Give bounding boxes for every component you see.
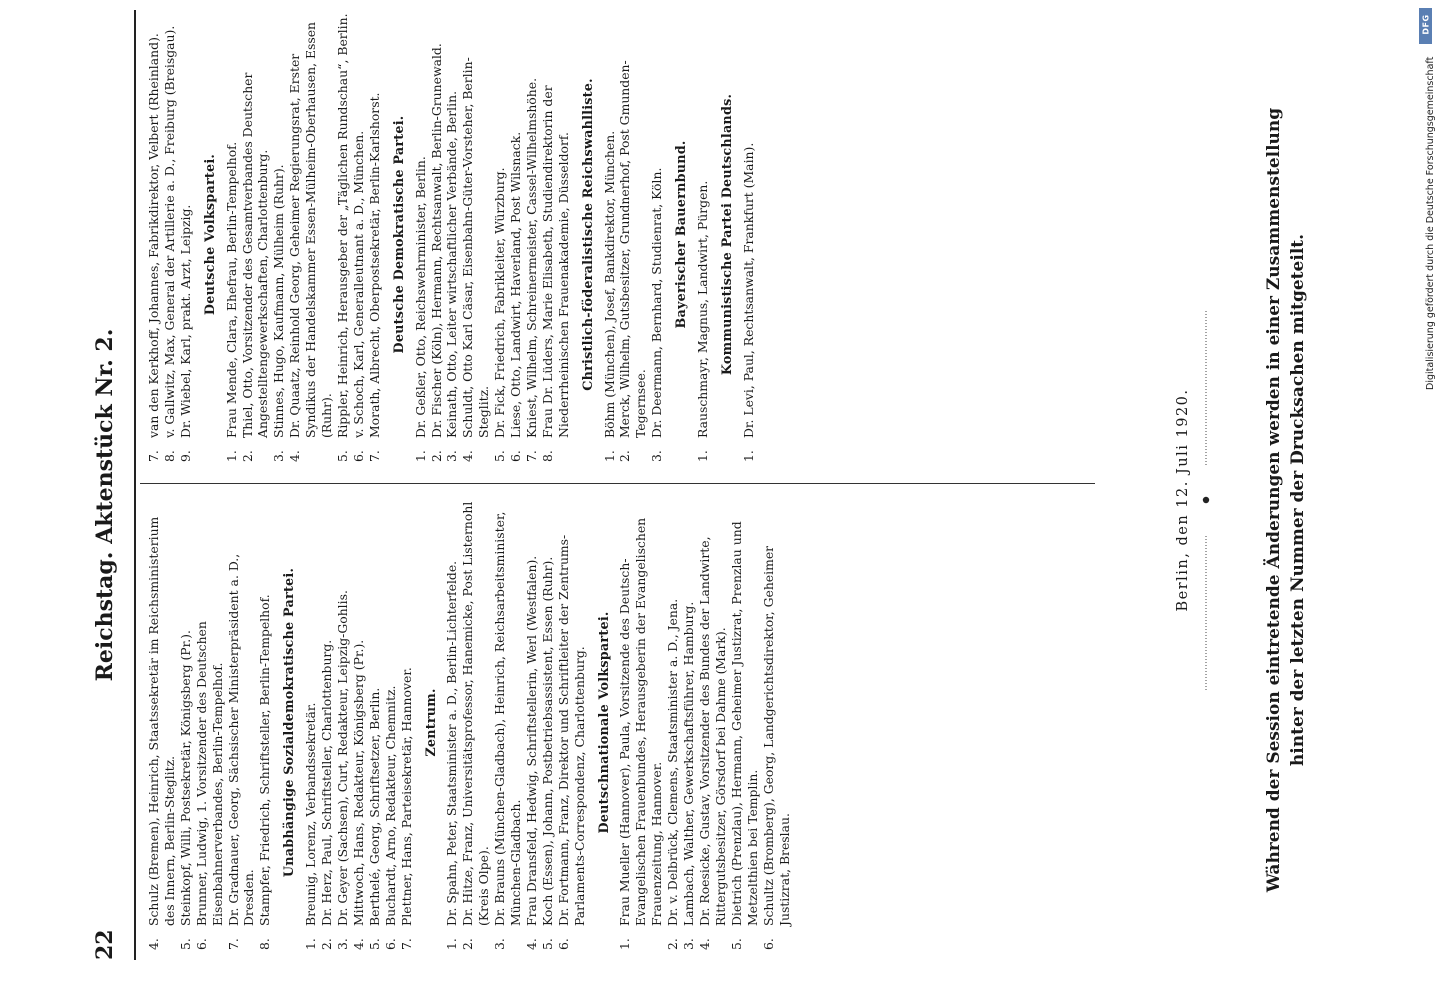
- entry-number: 7.: [225, 938, 241, 950]
- entry-text: Dr. Spahn, Peter, Staatsminister a. D., Berlin-Lichterfelde.: [444, 560, 460, 926]
- entry-text: Frau Dransfeld, Hedwig, Schriftstellerin, Werl (Westfalen).: [523, 555, 539, 926]
- amendment-notice: [1262, 0, 1310, 1000]
- entry-text: Thiel, Otto, Vorsitzender des Gesamtverbandes Deutscher Angestelltengewerkschaften, Charlottenburg.: [239, 72, 271, 438]
- entry-number: 8.: [161, 450, 177, 462]
- entry-text: Lambach, Walther, Gewerkschaftsführer, Hamburg.: [681, 601, 697, 926]
- entry-number: 1.: [617, 938, 633, 950]
- entry-number: 8.: [539, 450, 555, 462]
- member-entry: [729, 495, 761, 950]
- entry-number: 7.: [366, 450, 382, 462]
- entry-text: Dr. Gradnauer, Georg, Sächsischer Ministerpräsident a. D., Dresden.: [225, 553, 257, 926]
- entry-number: 5.: [334, 450, 350, 462]
- right-column: [146, 7, 757, 462]
- member-entry: [492, 495, 524, 950]
- member-entry: [617, 7, 649, 462]
- member-entry: [287, 7, 335, 462]
- member-entry: [194, 495, 226, 950]
- party-heading: Deutschnationale Volkspartei.: [596, 611, 612, 834]
- member-entry: [178, 7, 194, 462]
- entry-text: Böhm (München), Josef, Bankdirektor, München.: [601, 130, 617, 438]
- entry-text: Dr. Geyer (Sachsen), Curt, Redakteur, Leipzig-Gohlis.: [334, 590, 350, 926]
- entry-text: Berthelé, Georg, Schriftsetzer, Berlin.: [366, 687, 382, 926]
- entry-text: Schuldt, Otto Karl Cäsar, Eisenbahn-Güter-Vorsteher, Berlin-Steglitz.: [460, 57, 492, 438]
- column-rule: [140, 483, 1095, 484]
- entry-text: Plettner, Hans, Parteisekretär, Hannover.: [398, 667, 414, 926]
- member-entry: [524, 495, 540, 950]
- entry-number: 8.: [257, 938, 273, 950]
- member-entry: [146, 495, 178, 950]
- entry-number: 2.: [460, 938, 476, 950]
- member-entry: [444, 495, 460, 950]
- member-entry: [226, 495, 258, 950]
- entry-text: van den Kerkhoff, Johannes, Fabrikdirektor, Velbert (Rheinland).: [146, 33, 161, 438]
- entry-number: 6.: [350, 450, 366, 462]
- member-entry: [351, 495, 367, 950]
- entry-text: Brunner, Ludwig, 1. Vorsitzender des Deutschen Eisenbahnerverbandes, Berlin-Tempelhof.: [193, 621, 225, 926]
- member-entry: [383, 495, 399, 950]
- member-entry: [224, 7, 240, 462]
- member-entry: [665, 495, 681, 950]
- entry-number: 2.: [239, 450, 255, 462]
- entry-text: Dietrich (Prenzlau), Hermann, Geheimer Justizrat, Prenzlau und Metzelthien bei Templin.: [728, 521, 760, 926]
- entry-text: Dr. Quaatz, Reinhold Georg, Geheimer Regierungsrat, Erster Syndikus der Handelskammer Essen-Mülheim-Oberhausen, Essen (Ruhr).: [287, 21, 335, 438]
- entry-text: Dr. Roesicke, Gustav, Vorsitzender des Bundes der Landwirte, Rittergutsbesitzer, Görsdorf bei Dahme (Mark).: [697, 536, 728, 926]
- member-entry: [257, 495, 273, 950]
- party-heading: Christlich-föderalistische Reichswahlliste.: [580, 78, 596, 391]
- entry-number: 6.: [382, 938, 398, 950]
- entry-number: 5.: [539, 938, 555, 950]
- entry-number: 5.: [492, 450, 508, 462]
- left-column: [146, 495, 792, 950]
- entry-text: Dr. Brauns (München-Gladbach), Heinrich, Reichsarbeitsminister, München-Gladbach.: [492, 511, 524, 926]
- entry-number: 9.: [177, 450, 193, 462]
- member-entry: [444, 7, 460, 462]
- member-entry: [741, 7, 757, 462]
- entry-text: Frau Mueller (Hannover), Paula, Vorsitzende des Deutsch-Evangelischen Frauenbundes, Herausgeberin der Evangelischen Frauenzeitung, Hannover.: [617, 517, 665, 926]
- digitization-note: Digitalisierung gefördert durch die Deutsche Forschungsgemeinschaft: [1425, 56, 1436, 390]
- entry-number: 6.: [508, 450, 524, 462]
- amendment-notice-line-1: Während der Session eintretende Änderungen werden in einer Zusammenstellung: [1264, 107, 1284, 893]
- entry-number: 7.: [523, 450, 539, 462]
- party-heading: Bayerischer Bauernbund.: [674, 140, 690, 329]
- entry-text: Schulz (Bremen), Heinrich, Staatssekretär im Reichsministerium des Innern, Berlin-Steglitz.: [146, 516, 177, 926]
- entry-text: Steinkopf, Willi, Postsekretär, Königsberg (Pr.).: [177, 630, 193, 926]
- party-heading: Unabhängige Sozialdemokratische Partei.: [282, 567, 298, 878]
- entry-number: 3.: [492, 938, 508, 950]
- entry-number: 7.: [398, 938, 414, 950]
- entry-text: Dr. v. Delbrück, Clemens, Staatsminister a. D., Jena.: [665, 598, 681, 926]
- entry-number: 2.: [428, 450, 444, 462]
- entry-text: Mittwoch, Hans, Redakteur, Königsberg (Pr.).: [350, 639, 366, 926]
- entry-text: Rippler, Heinrich, Herausgeber der „Täglichen Rundschau“, Berlin.: [334, 13, 350, 438]
- party-heading: Zentrum.: [423, 688, 439, 757]
- member-entry: [695, 7, 711, 462]
- member-entry: [367, 7, 383, 462]
- entry-number: 1.: [223, 450, 239, 462]
- amendment-notice-line-2: hinter der letzten Nummer der Drucksachen mitgeteilt.: [1288, 233, 1308, 767]
- entry-number: 3.: [334, 938, 350, 950]
- entry-text: Merck, Wilhelm, Gutsbesitzer, Grundnerhof, Post Gmunden-Tegernsee.: [617, 60, 649, 438]
- party-heading: Deutsche Demokratische Partei.: [391, 115, 407, 354]
- entry-number: 6.: [555, 938, 571, 950]
- entry-text: Dr. Levi, Paul, Rechtsanwalt, Frankfurt (Main).: [740, 142, 756, 438]
- member-entry: [351, 7, 367, 462]
- entry-number: 6.: [760, 938, 776, 950]
- member-entry: [335, 7, 351, 462]
- entry-number: 4.: [523, 938, 539, 950]
- entry-text: Dr. Wiebel, Karl, prakt. Arzt, Leipzig.: [177, 204, 193, 438]
- member-entry: [240, 7, 272, 462]
- dfg-badge-label: DFG: [1421, 14, 1431, 35]
- entry-number: 3.: [681, 938, 697, 950]
- entry-text: Frau Mende, Clara, Ehefrau, Berlin-Tempelhof.: [223, 141, 239, 438]
- party-heading: Deutsche Volkspartei.: [202, 153, 218, 316]
- entry-text: Koch (Essen), Johann, Postbetriebsassistent, Essen (Ruhr).: [539, 556, 555, 926]
- entry-number: 5.: [177, 938, 193, 950]
- entry-number: 4.: [350, 938, 366, 950]
- member-entry: [413, 7, 429, 462]
- member-entry: [602, 7, 618, 462]
- entry-text: Morath, Albrecht, Oberpostsekretär, Berlin-Karlshorst.: [366, 92, 382, 438]
- entry-number: 2.: [665, 938, 681, 950]
- entry-number: 4.: [146, 938, 161, 950]
- entry-text: Breunig, Lorenz, Verbandssekretär.: [303, 702, 319, 926]
- entry-text: Buchardt, Arno, Redakteur, Chemnitz.: [382, 685, 398, 926]
- entry-number: 4.: [697, 938, 712, 950]
- entry-number: 2.: [319, 938, 335, 950]
- member-entry: [429, 7, 445, 462]
- entry-text: Dr. Fischer (Köln), Hermann, Rechtsanwalt, Berlin-Grunewald.: [428, 43, 444, 438]
- page-header: [92, 50, 126, 960]
- entry-number: 4.: [460, 450, 476, 462]
- member-entry: [697, 495, 729, 950]
- member-entry: [761, 495, 793, 950]
- entry-text: Dr. Fortmann, Franz, Direktor und Schriftleiter der Zentrums-Parlaments-Correspondenz, Charlottenburg.: [555, 534, 587, 926]
- entry-text: Rauschmayr, Magnus, Landwirt, Pürgen.: [695, 180, 711, 438]
- member-entry: [178, 495, 194, 950]
- member-entry: [540, 7, 572, 462]
- entry-text: Stinnes, Hugo, Kaufmann, Mülheim (Ruhr).: [271, 164, 287, 438]
- entry-text: Liese, Otto, Landwirt, Haverland, Post Wilsnack.: [508, 131, 524, 438]
- member-entry: [303, 495, 319, 950]
- member-entry: [617, 495, 665, 950]
- member-entry: [460, 495, 492, 950]
- member-entry: [556, 495, 588, 950]
- page-number: 22: [92, 929, 118, 960]
- member-entry: [540, 495, 556, 950]
- member-entry: [146, 7, 162, 462]
- running-title: Reichstag. Aktenstück Nr. 2.: [92, 328, 118, 682]
- entry-number: 4.: [287, 450, 303, 462]
- member-entry: [319, 495, 335, 950]
- member-entry: [492, 7, 508, 462]
- entry-number: 7.: [146, 450, 161, 462]
- member-entry: [508, 7, 524, 462]
- member-entry: [460, 7, 492, 462]
- party-heading: Kommunistische Partei Deutschlands.: [720, 93, 735, 376]
- header-rule: [134, 10, 136, 960]
- entry-text: Kniest, Wilhelm, Schreinermeister, Cassel-Wilhelmshöhe.: [523, 77, 539, 438]
- member-entry: [399, 495, 415, 950]
- member-entry: [649, 7, 665, 462]
- entry-number: 5.: [366, 938, 382, 950]
- entry-number: 3.: [444, 450, 460, 462]
- entry-text: Dr. Deermann, Bernhard, Studienrat, Köln.: [649, 167, 665, 438]
- entry-text: Dr. Geßler, Otto, Reichswehrminister, Berlin.: [412, 156, 428, 438]
- entry-text: v. Gallwitz, Max, General der Artillerie a. D., Freiburg (Breisgau).: [161, 25, 177, 438]
- member-entry: [367, 495, 383, 950]
- entry-text: Frau Dr. Lüders, Marie Elisabeth, Studiendirektorin der Niederrheinischen Frauenakademie, Düsseldorf.: [539, 85, 571, 438]
- entry-number: 1.: [412, 450, 428, 462]
- member-entry: [162, 7, 178, 462]
- entry-number: 1.: [740, 450, 756, 462]
- entry-number: 5.: [728, 938, 744, 950]
- entry-number: 3.: [271, 450, 287, 462]
- member-entry: [271, 7, 287, 462]
- dateline: Berlin, den 12. Juli 1920.: [1175, 388, 1191, 612]
- entry-text: Keinath, Otto, Leiter wirtschaftlicher Verbände, Berlin.: [444, 90, 460, 438]
- member-entry: [335, 495, 351, 950]
- member-entry: [524, 7, 540, 462]
- entry-number: 1.: [444, 938, 460, 950]
- entry-number: 1.: [303, 938, 319, 950]
- entry-number: 2.: [617, 450, 633, 462]
- entry-text: Schultz (Bromberg), Georg, Landgerichtsdirektor, Geheimer Justizrat, Breslau.: [760, 545, 792, 926]
- entry-number: 1.: [601, 450, 617, 462]
- ornament-divider: [1195, 310, 1217, 690]
- entry-text: Dr. Herz, Paul, Schriftsteller, Charlottenburg.: [319, 639, 335, 926]
- entry-text: Stampfer, Friedrich, Schriftsteller, Berlin-Tempelhof.: [257, 594, 273, 926]
- entry-text: Dr. Fick, Friedrich, Fabrikleiter, Würzburg.: [492, 167, 508, 438]
- entry-number: 6.: [193, 938, 209, 950]
- entry-text: Dr. Hitze, Franz, Universitätsprofessor, Hanemicke, Post Listernohl (Kreis Olpe).: [460, 501, 492, 926]
- entry-text: v. Schoch, Karl, Generalleutnant a. D., München.: [350, 130, 366, 438]
- entry-number: 3.: [649, 450, 665, 462]
- member-entry: [681, 495, 697, 950]
- entry-number: 1.: [695, 450, 711, 462]
